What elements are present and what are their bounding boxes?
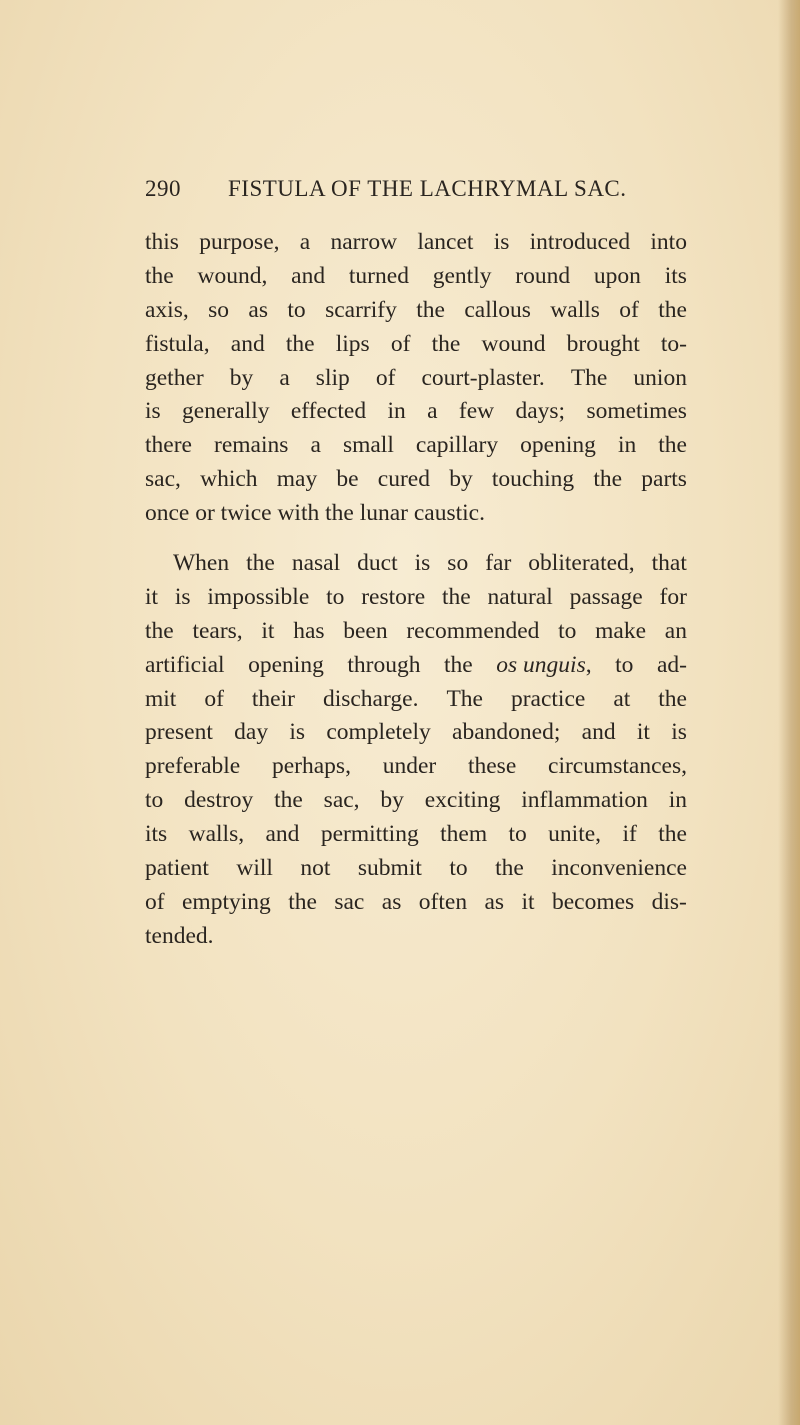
running-title: FISTULA OF THE LACHRYMAL SAC.: [228, 176, 627, 201]
paragraph-1: [145, 226, 687, 531]
body-text: [145, 226, 687, 954]
text-line: its walls, and permitting them to unite, if the: [145, 821, 687, 848]
text-line: patient will not submit to the inconvenience: [145, 855, 687, 882]
text-line: the tears, it has been recommended to make an: [145, 617, 687, 644]
text-line: once or twice with the lunar caustic.: [145, 500, 485, 527]
text-line: gether by a slip of court-plaster. The union: [145, 364, 687, 391]
text-line: the wound, and turned gently round upon its: [145, 262, 687, 289]
text-line: When the nasal duct is so far obliterated, that: [173, 550, 687, 577]
paragraph-2: [145, 547, 687, 954]
page-edge-shadow: [778, 0, 800, 1425]
running-header: [145, 176, 685, 206]
text-line: it is impossible to restore the natural passage for: [145, 583, 687, 610]
text-line: this purpose, a narrow lancet is introduced into: [145, 229, 687, 255]
paragraph-gap: [145, 531, 687, 547]
text-line: artificial opening through the os unguis, to ad-: [145, 651, 687, 678]
text-line: of emptying the sac as often as it becomes dis-: [145, 888, 687, 915]
text-line: mit of their discharge. The practice at the: [145, 685, 687, 712]
text-line: present day is completely abandoned; and it is: [145, 719, 687, 746]
page-number: 290: [145, 176, 181, 201]
text-line: preferable perhaps, under these circumstances,: [145, 753, 687, 780]
text-line: there remains a small capillary opening in the: [145, 432, 687, 459]
text-line: to destroy the sac, by exciting inflammation in: [145, 787, 687, 814]
text-line: sac, which may be cured by touching the parts: [145, 466, 687, 493]
text-line: fistula, and the lips of the wound brought to-: [145, 330, 687, 357]
text-line: tended.: [145, 922, 214, 949]
text-line: is generally effected in a few days; sometimes: [145, 398, 687, 425]
text-line: axis, so as to scarrify the callous walls of the: [145, 296, 687, 323]
